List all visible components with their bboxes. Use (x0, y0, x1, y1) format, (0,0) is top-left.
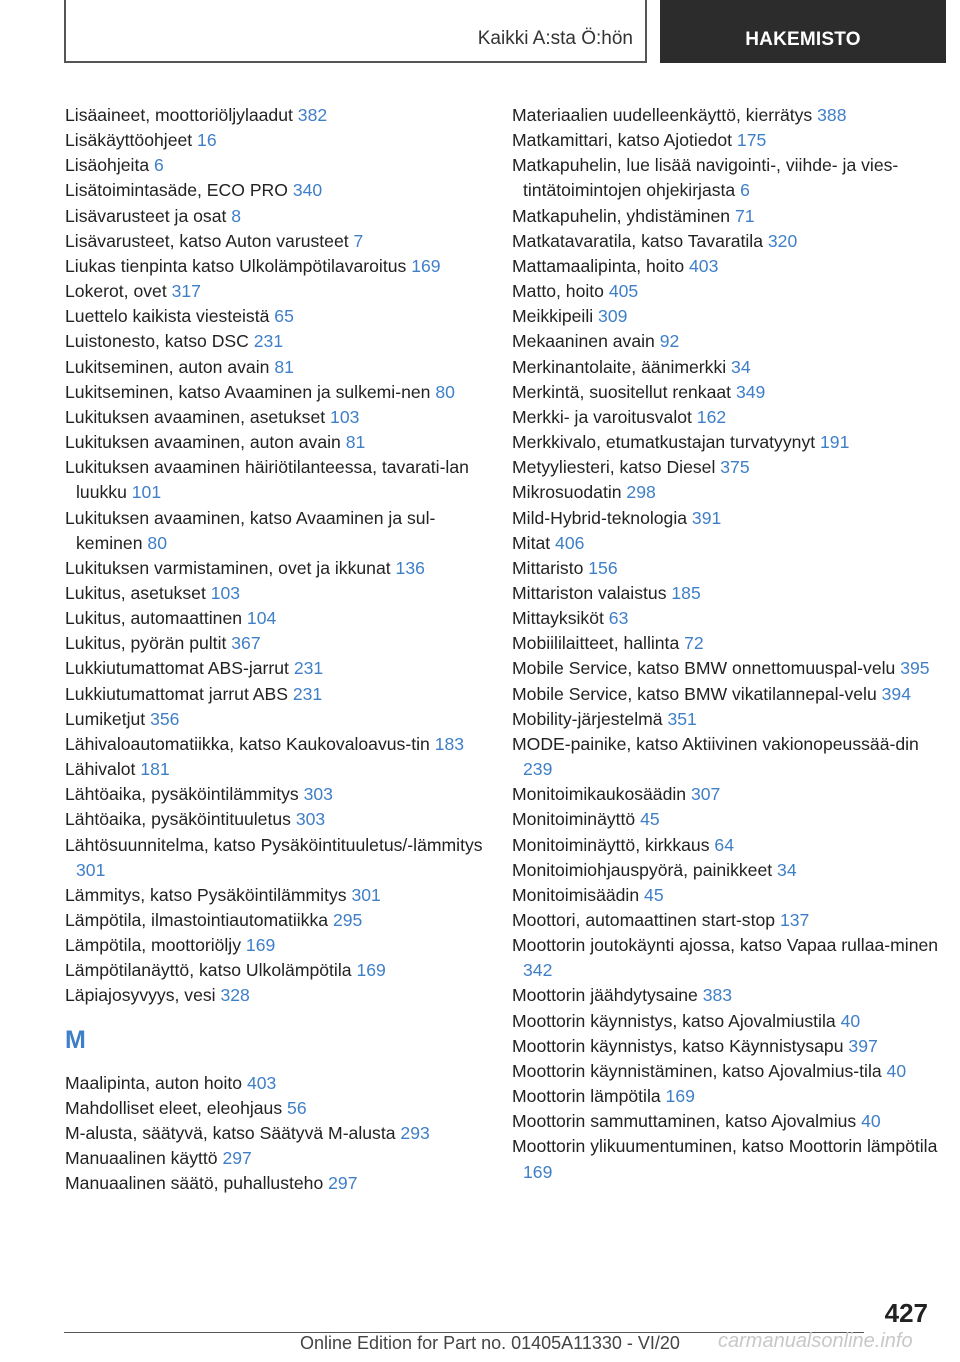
index-entry-term: Merkinantolaite, äänimerkki (512, 356, 727, 377)
index-entry (65, 506, 485, 556)
index-entry-term: Mild-Hybrid-teknologia (512, 507, 688, 528)
index-page-link[interactable]: 298 (626, 482, 656, 503)
index-entry-term: Lähivalot (65, 759, 136, 780)
index-entry (65, 204, 485, 229)
index-entry-term: Mikrosuodatin (512, 482, 622, 503)
index-entry (65, 153, 485, 178)
index-entry-term: Maalipinta, auton hoito (65, 1072, 243, 1093)
index-entry (512, 1059, 942, 1084)
index-entry-term: Lukituksen avaaminen, asetukset (65, 406, 326, 427)
index-page-link[interactable]: 383 (702, 985, 733, 1006)
index-entry (65, 229, 485, 254)
index-entry-term: Lähivaloautomatiikka, katso Kaukovaloavus‐tin (65, 733, 430, 754)
watermark: carmanualsonline.info (718, 1330, 913, 1352)
index-page-link[interactable]: 303 (303, 784, 333, 805)
index-page-link[interactable]: 162 (696, 406, 727, 427)
index-page-link[interactable]: 80 (147, 532, 167, 553)
index-page-link[interactable]: 40 (861, 1111, 881, 1132)
index-page-link[interactable]: 181 (140, 759, 170, 780)
index-entry (512, 204, 942, 229)
index-page-link[interactable]: 63 (608, 608, 629, 629)
index-entry (512, 707, 942, 732)
index-page-link[interactable]: 6 (154, 155, 164, 176)
index-entry-term: Lähtöaika, pysäköintituuletus (65, 809, 291, 830)
index-page-link[interactable]: 16 (197, 130, 217, 151)
index-page-link[interactable]: 403 (689, 255, 719, 276)
index-page-link[interactable]: 391 (691, 507, 722, 528)
index-page-link[interactable]: 137 (779, 910, 810, 930)
index-entry-term: Lähtösuunnitelma, katso Pysäköintituuletus/‐lämmitys (65, 834, 483, 855)
index-page-link[interactable]: 375 (720, 457, 750, 478)
index-page-link[interactable]: 80 (435, 381, 455, 402)
index-page-link[interactable]: 317 (171, 281, 201, 302)
index-page-link[interactable]: 136 (395, 557, 425, 578)
index-entry-term: Monitoimikaukosäädin (512, 784, 687, 805)
index-page-link[interactable]: 71 (734, 205, 755, 226)
index-entry (65, 430, 485, 455)
index-entry-term: Lukituksen avaaminen häiriötilanteessa, tavarati‐lan luukku (65, 457, 469, 503)
index-entry-term: Moottorin käynnistys, katso Ajovalmiustila (512, 1010, 836, 1031)
index-entry-term: Matkamittari, katso Ajotiedot (512, 130, 733, 151)
index-page-link[interactable]: 81 (274, 356, 294, 377)
index-entry-term: Manuaalinen säätö, puhallusteho (65, 1173, 324, 1194)
index-entry-term: Lukitus, pyörän pultit (65, 633, 227, 654)
page-number: 427 (884, 1298, 928, 1328)
index-entry (65, 355, 485, 380)
index-entry (65, 933, 485, 958)
index-entry (65, 329, 485, 354)
index-entry-term: Meikkipeili (512, 306, 594, 327)
index-entry-term: Luistonesto, katso DSC (65, 331, 249, 352)
chapter-tab-index (660, 0, 946, 63)
index-entry-term: Moottorin jäähdytysaine (512, 985, 698, 1006)
index-page-link[interactable]: 169 (665, 1086, 695, 1107)
index-page-link[interactable]: 183 (434, 733, 465, 754)
index-entry-term: Materiaalien uudelleenkäyttö, kierrätys (512, 105, 813, 125)
index-entry (65, 581, 485, 606)
index-column-right (512, 103, 942, 1185)
index-column-left (65, 103, 485, 1196)
index-entry (65, 1121, 485, 1146)
index-entry-term: Lämmitys, katso Pysäköintilämmitys (65, 884, 347, 905)
index-entry-term: Mitat (512, 532, 551, 553)
index-entry (512, 631, 942, 656)
index-page-link[interactable]: 405 (608, 281, 639, 302)
index-entry (65, 631, 485, 656)
index-entry (65, 908, 485, 933)
index-entry-term: Lokerot, ovet (65, 281, 167, 302)
index-page-link[interactable]: 104 (246, 608, 277, 629)
index-page-link[interactable]: 239 (523, 759, 553, 780)
index-entry-term: Matkapuhelin, lue lisää navigointi-, viihde- ja vies‐tintätoimintojen ohjekirjasta (512, 155, 899, 201)
index-page-link[interactable]: 56 (287, 1097, 307, 1118)
index-entry-term: Lukkiutumattomat jarrut ABS (65, 683, 288, 704)
index-entry-term: Moottorin sammuttaminen, katso Ajovalmius (512, 1111, 857, 1132)
index-entry (65, 707, 485, 732)
section-letter-heading: M (65, 1025, 86, 1054)
index-entry-term: Luettelo kaikista viesteistä (65, 306, 270, 327)
index-page-link[interactable]: 175 (736, 130, 767, 151)
index-entry (65, 128, 485, 153)
index-page-link[interactable]: 191 (820, 432, 850, 453)
index-page-link[interactable]: 309 (598, 306, 628, 327)
index-entry (512, 304, 942, 329)
index-page-link[interactable]: 81 (345, 432, 366, 453)
index-page-link[interactable]: 406 (555, 532, 585, 553)
index-entry (512, 983, 942, 1008)
index-entry (512, 732, 942, 782)
index-page-link[interactable]: 403 (246, 1072, 277, 1093)
index-entry (512, 833, 942, 858)
index-entry (65, 304, 485, 329)
index-entry (512, 455, 942, 480)
index-entry (512, 153, 942, 203)
index-entry (65, 1146, 485, 1171)
index-page-link[interactable]: 231 (293, 658, 324, 679)
index-entry (512, 279, 942, 304)
index-entry (512, 506, 942, 531)
index-entry-term: Lisäkäyttöohjeet (65, 130, 193, 151)
index-entry (65, 656, 485, 681)
index-page-link[interactable]: 65 (274, 306, 294, 327)
index-page-link[interactable]: 301 (76, 859, 106, 880)
index-page-link[interactable]: 45 (640, 809, 660, 830)
index-entry (65, 682, 485, 707)
index-entry-term: Lisäaineet, moottoriöljylaadut (65, 105, 293, 125)
index-page-link[interactable]: 231 (253, 331, 284, 352)
index-entry (512, 430, 942, 455)
index-entry-term: Lähtöaika, pysäköintilämmitys (65, 784, 299, 805)
index-page-link[interactable]: 382 (297, 105, 328, 125)
index-page-link[interactable]: 351 (667, 708, 697, 729)
index-entry (512, 380, 942, 405)
index-entry (65, 958, 485, 983)
index-page-link[interactable]: 297 (222, 1148, 252, 1169)
index-entry-term: Mittariston valaistus (512, 582, 667, 603)
index-page-link[interactable]: 303 (295, 809, 326, 830)
index-list-left (65, 103, 485, 1009)
index-entry-term: Moottorin käynnistäminen, katso Ajovalmius‐tila (512, 1060, 882, 1081)
index-page-link[interactable]: 92 (659, 331, 680, 352)
index-entry-term: Matkatavaratila, katso Tavaratila (512, 230, 763, 251)
index-page-link[interactable]: 394 (881, 683, 911, 704)
index-entry (512, 1034, 942, 1059)
index-entry-term: Läpiajosyvyys, vesi (65, 985, 216, 1006)
index-entry (65, 103, 485, 128)
index-entry (512, 355, 942, 380)
index-entry (65, 732, 485, 757)
index-page-link[interactable]: 6 (740, 180, 750, 201)
index-entry (512, 128, 942, 153)
index-entry (65, 1171, 485, 1196)
index-entry-term: Moottorin käynnistys, katso Käynnistysapu (512, 1035, 844, 1056)
index-entry-term: Moottorin ylikuumentuminen, katso Moottorin lämpötila (512, 1136, 938, 1157)
index-page-link[interactable]: 301 (351, 884, 381, 905)
index-entry-term: Lukkiutumattomat ABS-jarrut (65, 658, 289, 679)
index-entry-term: Mobile Service, katso BMW onnettomuuspal‐velu (512, 658, 896, 679)
index-page-link[interactable]: 34 (777, 859, 797, 880)
index-entry-term: Moottorin joutokäynti ajossa, katso Vapaa rullaa‐minen (512, 935, 939, 956)
index-entry (512, 883, 942, 908)
index-entry-term: Lumiketjut (65, 708, 146, 729)
index-entry-term: Matto, hoito (512, 281, 604, 302)
index-entry (512, 682, 942, 707)
chapter-tab-label: HAKEMISTO (745, 29, 861, 50)
index-entry (65, 455, 485, 505)
index-entry-term: Mobile Service, katso BMW vikatilannepal‐velu (512, 683, 877, 704)
index-entry-term: Merkintä, suositellut renkaat (512, 381, 732, 402)
index-entry-term: Mittaristo (512, 557, 584, 578)
index-page-link[interactable]: 169 (411, 255, 441, 276)
index-entry-term: Monitoimisäädin (512, 884, 640, 905)
index-entry (512, 807, 942, 832)
index-entry-term: Lukituksen avaaminen, auton avain (65, 432, 341, 453)
section-tab-a-to-o (64, 0, 647, 63)
index-entry-term: Monitoiminäyttö, kirkkaus (512, 834, 710, 855)
index-entry-term: Lukitus, asetukset (65, 582, 206, 603)
index-entry-term: Monitoiminäyttö (512, 809, 636, 830)
index-entry-term: Matkapuhelin, yhdistäminen (512, 205, 731, 226)
index-entry (65, 782, 485, 807)
index-entry-term: Lisäohjeita (65, 155, 150, 176)
index-entry-term: Mobiililaitteet, hallinta (512, 633, 680, 654)
index-entry (65, 279, 485, 304)
index-page-link[interactable]: 103 (330, 406, 360, 427)
index-page-link[interactable]: 328 (220, 985, 250, 1006)
index-page-link[interactable]: 169 (356, 960, 386, 981)
index-page-link[interactable]: 8 (231, 205, 242, 226)
index-entry (512, 656, 942, 681)
index-entry-term: M-alusta, säätyvä, katso Säätyvä M-alusta (65, 1122, 396, 1143)
index-entry-term: Lisävarusteet ja osat (65, 205, 227, 226)
index-entry (65, 883, 485, 908)
index-page-link[interactable]: 367 (231, 633, 261, 654)
index-page-link[interactable]: 293 (400, 1122, 430, 1143)
index-entry (512, 229, 942, 254)
index-entry (65, 833, 485, 883)
index-entry (65, 405, 485, 430)
index-page-link[interactable]: 72 (684, 633, 704, 654)
index-entry (65, 556, 485, 581)
index-entry (65, 606, 485, 631)
index-entry (65, 380, 485, 405)
index-page-link[interactable]: 185 (671, 582, 701, 603)
index-entry (512, 1109, 942, 1134)
index-page-link[interactable]: 297 (328, 1173, 358, 1194)
index-entry-term: Lukituksen avaaminen, katso Avaaminen ja sul‐keminen (65, 507, 436, 553)
index-entry-term: Moottorin lämpötila (512, 1086, 661, 1107)
index-entry-term: Lukitseminen, auton avain (65, 356, 270, 377)
index-entry-term: Lukitus, automaattinen (65, 608, 243, 629)
index-list-right (512, 103, 942, 1185)
index-entry (512, 933, 942, 983)
index-entry (512, 1134, 942, 1184)
index-page-link[interactable]: 45 (644, 884, 664, 905)
index-entry-term: Mahdolliset eleet, eleohjaus (65, 1097, 283, 1118)
index-page-link[interactable]: 103 (210, 582, 241, 603)
index-page-link[interactable]: 340 (292, 180, 323, 201)
index-entry (512, 254, 942, 279)
index-page-link[interactable]: 7 (353, 230, 364, 251)
index-page-link[interactable]: 295 (332, 910, 363, 930)
index-entry (512, 858, 942, 883)
index-entry-term: Lukituksen varmistaminen, ovet ja ikkunat (65, 557, 391, 578)
index-entry (65, 983, 485, 1008)
index-entry (512, 556, 942, 581)
index-entry-term: Mittayksiköt (512, 608, 604, 629)
index-entry (65, 807, 485, 832)
index-entry-term: Lukitseminen, katso Avaaminen ja sulkemi‐nen (65, 381, 431, 402)
index-entry-term: Lämpötilanäyttö, katso Ulkolämpötila (65, 960, 352, 981)
index-entry-term: Metyyliesteri, katso Diesel (512, 457, 716, 478)
index-entry (512, 103, 942, 128)
index-entry-term: Lämpötila, ilmastointiautomatiikka (65, 910, 329, 930)
index-page-link[interactable]: 64 (714, 834, 734, 855)
index-entry (512, 1084, 942, 1109)
index-entry-term: Merkki- ja varoitusvalot (512, 406, 692, 427)
index-entry-term: MODE-painike, katso Aktiivinen vakionopeussää‐din (512, 733, 919, 754)
index-entry-term: Moottori, automaattinen start-stop (512, 910, 776, 930)
index-entry-term: Lisävarusteet, katso Auton varusteet (65, 230, 349, 251)
index-entry (512, 531, 942, 556)
index-page-link[interactable]: 156 (588, 557, 618, 578)
index-page-link[interactable]: 395 (900, 658, 930, 679)
index-page-link[interactable]: 307 (690, 784, 721, 805)
index-list-section-m (65, 1071, 485, 1197)
index-entry-term: Manuaalinen käyttö (65, 1148, 218, 1169)
index-page-link[interactable]: 40 (886, 1060, 907, 1081)
footer-edition-text: Online Edition for Part no. 01405A11330 - VI/20 (300, 1333, 680, 1353)
index-entry-term: Mattamaalipinta, hoito (512, 255, 685, 276)
index-entry (512, 405, 942, 430)
index-entry (512, 480, 942, 505)
index-entry (65, 1071, 485, 1096)
index-page-link[interactable]: 397 (848, 1035, 878, 1056)
index-entry (512, 1009, 942, 1034)
section-tab-label: Kaikki A:sta Ö:hön (477, 28, 633, 49)
index-entry (512, 581, 942, 606)
index-entry-term: Monitoimiohjauspyörä, painikkeet (512, 859, 773, 880)
index-entry (512, 606, 942, 631)
index-page-link[interactable]: 388 (817, 105, 847, 125)
index-page-link[interactable]: 169 (523, 1161, 553, 1182)
index-page-link[interactable]: 320 (767, 230, 798, 251)
index-entry (65, 757, 485, 782)
index-page-link[interactable]: 40 (840, 1010, 861, 1031)
index-page-link[interactable]: 169 (245, 935, 276, 956)
index-entry-term: Lämpötila, moottoriöljy (65, 935, 242, 956)
index-entry (512, 329, 942, 354)
index-entry (65, 1096, 485, 1121)
index-page-link[interactable]: 231 (292, 683, 323, 704)
index-entry (65, 178, 485, 203)
index-entry-term: Mobility-järjestelmä (512, 708, 663, 729)
index-page-link[interactable]: 356 (150, 708, 180, 729)
index-entry (512, 782, 942, 807)
index-entry-term: Lisätoimintasäde, ECO PRO (65, 180, 288, 201)
index-entry (65, 254, 485, 279)
index-page-link[interactable]: 349 (735, 381, 766, 402)
index-entry-term: Mekaaninen avain (512, 331, 655, 352)
index-page-link[interactable]: 101 (131, 482, 162, 503)
index-entry-term: Merkkivalo, etumatkustajan turvatyynyt (512, 432, 816, 453)
index-entry-term: Liukas tienpinta katso Ulkolämpötilavaroitus (65, 255, 407, 276)
index-page-link[interactable]: 34 (731, 356, 751, 377)
index-entry (512, 908, 942, 933)
index-page-link[interactable]: 342 (523, 960, 553, 981)
